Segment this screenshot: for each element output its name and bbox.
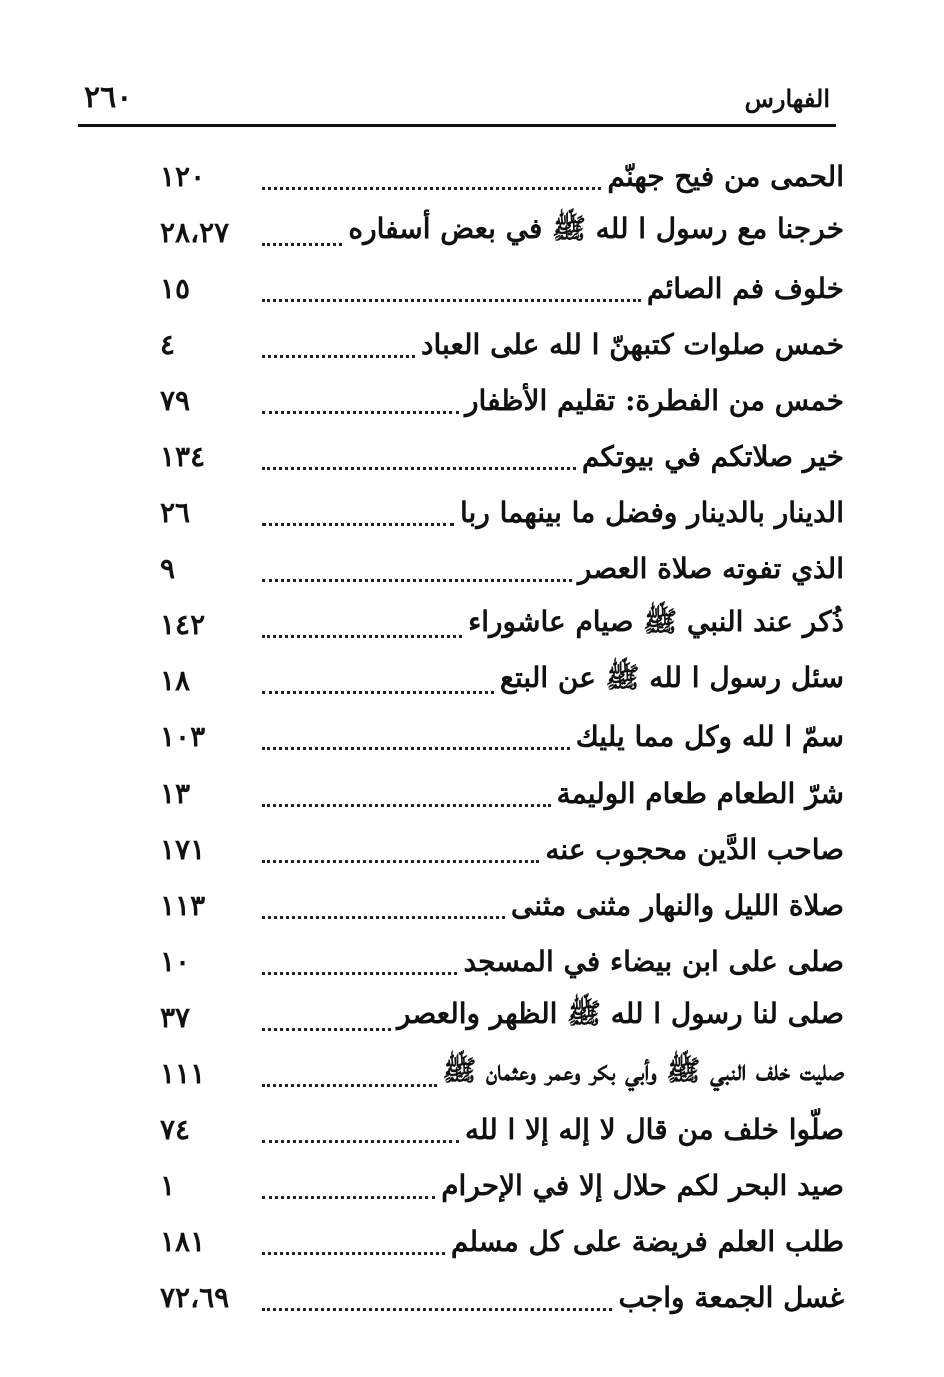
dot-leader	[262, 355, 415, 358]
dot-leader	[262, 1252, 445, 1255]
page-ref: ٧٩	[160, 383, 191, 417]
entry-text: خمس من الفطرة: تقليم الأظفار	[465, 383, 844, 417]
entry-text: الدينار بالدينار وفضل ما بينهما ربا	[460, 496, 844, 530]
dot-leader	[262, 243, 342, 246]
entry-text: خرجنا مع رسول ا لله ﷺ في بعض أسفاره	[348, 212, 844, 246]
entry-text: شرّ الطعام طعام الوليمة	[556, 776, 844, 810]
page-ref: ١٨١	[160, 1225, 206, 1259]
index-entry	[160, 148, 844, 204]
index-entry	[160, 1214, 844, 1270]
page-ref: ١٣	[160, 776, 191, 810]
entry-text: خير صلاتكم في بيوتكم	[581, 440, 844, 474]
page-ref: ١	[160, 1169, 176, 1203]
index-list	[160, 148, 844, 1326]
entry-text: صليت خلف النبي ﷺ وأبي بكر وعمر وعثمان ﷺ	[442, 1053, 844, 1087]
entry-text: الحمى من فيح جهنّم	[607, 159, 844, 193]
entry-text: سمّ ا لله وكل مما يليك	[575, 720, 844, 754]
dot-leader	[262, 691, 494, 694]
dot-leader	[262, 299, 641, 302]
index-entry	[160, 989, 844, 1045]
dot-leader	[262, 467, 576, 470]
entry-text: صيد البحر لكم حلال إلا في الإحرام	[441, 1169, 844, 1203]
entry-text: خمس صلوات كتبهنّ ا لله على العباد	[421, 327, 844, 361]
dot-leader	[262, 579, 572, 582]
index-entry	[160, 597, 844, 653]
dot-leader	[262, 1028, 391, 1031]
entry-text: ذُكر عند النبي ﷺ صيام عاشوراء	[468, 604, 844, 638]
index-entry	[160, 372, 844, 428]
index-entry	[160, 1046, 844, 1102]
entry-text: صلى لنا رسول ا لله ﷺ الظهر والعصر	[396, 997, 844, 1031]
index-entry	[160, 260, 844, 316]
page-ref: ٢٨،٢٧	[160, 215, 230, 249]
page-ref: ١٨	[160, 664, 191, 698]
dot-leader	[262, 411, 459, 414]
entry-text: طلب العلم فريضة على كل مسلم	[450, 1225, 844, 1259]
page-ref: ١٧١	[160, 832, 206, 866]
page-ref: ١٣٤	[160, 440, 206, 474]
page-ref: ١٢٠	[160, 159, 206, 193]
dot-leader	[262, 860, 539, 863]
dot-leader	[262, 1084, 437, 1087]
index-entry	[160, 933, 844, 989]
dot-leader	[262, 1308, 612, 1311]
entry-text: خلوف فم الصائم	[646, 271, 844, 305]
index-entry	[160, 765, 844, 821]
entry-text: صلى على ابن بيضاء في المسجد	[463, 944, 844, 978]
index-entry	[160, 316, 844, 372]
index-entry	[160, 1270, 844, 1326]
dot-leader	[262, 1196, 435, 1199]
index-entry	[160, 204, 844, 260]
page-number: ٢٦٠	[84, 80, 133, 115]
dot-leader	[262, 523, 454, 526]
dot-leader	[262, 1140, 459, 1143]
page-ref: ٧٢،٦٩	[160, 1281, 230, 1315]
dot-leader	[262, 916, 505, 919]
page-ref: ٧٤	[160, 1113, 191, 1147]
page-ref: ١٠٣	[160, 720, 206, 754]
page-ref: ٩	[160, 552, 176, 586]
page-ref: ١١١	[160, 1057, 206, 1091]
page-ref: ٤	[160, 327, 176, 361]
dot-leader	[262, 187, 601, 190]
index-entry	[160, 428, 844, 484]
page-ref: ١٠	[160, 944, 191, 978]
page-ref: ١١٣	[160, 888, 206, 922]
dot-leader	[262, 972, 457, 975]
entry-text: غسل الجمعة واجب	[618, 1281, 844, 1315]
index-entry	[160, 541, 844, 597]
entry-text: صلاة الليل والنهار مثنى مثنى	[510, 888, 844, 922]
index-entry	[160, 485, 844, 541]
index-entry	[160, 1158, 844, 1214]
dot-leader	[262, 804, 551, 807]
index-entry	[160, 877, 844, 933]
page-ref: ٢٦	[160, 496, 191, 530]
entry-text: صاحب الدَّين محجوب عنه	[545, 832, 844, 866]
entry-text: صلّوا خلف من قال لا إله إلا ا لله	[464, 1113, 844, 1147]
dot-leader	[262, 635, 462, 638]
index-entry	[160, 709, 844, 765]
index-entry	[160, 653, 844, 709]
page-ref: ٣٧	[160, 1000, 191, 1034]
entry-text: سئل رسول ا لله ﷺ عن البتع	[500, 660, 844, 694]
page-header	[78, 68, 836, 127]
page-ref: ١٥	[160, 271, 191, 305]
section-title: الفهارس	[744, 84, 830, 113]
index-entry	[160, 1102, 844, 1158]
entry-text: الذي تفوته صلاة العصر	[577, 552, 844, 586]
page-ref: ١٤٢	[160, 608, 206, 642]
dot-leader	[262, 747, 570, 750]
index-entry	[160, 821, 844, 877]
